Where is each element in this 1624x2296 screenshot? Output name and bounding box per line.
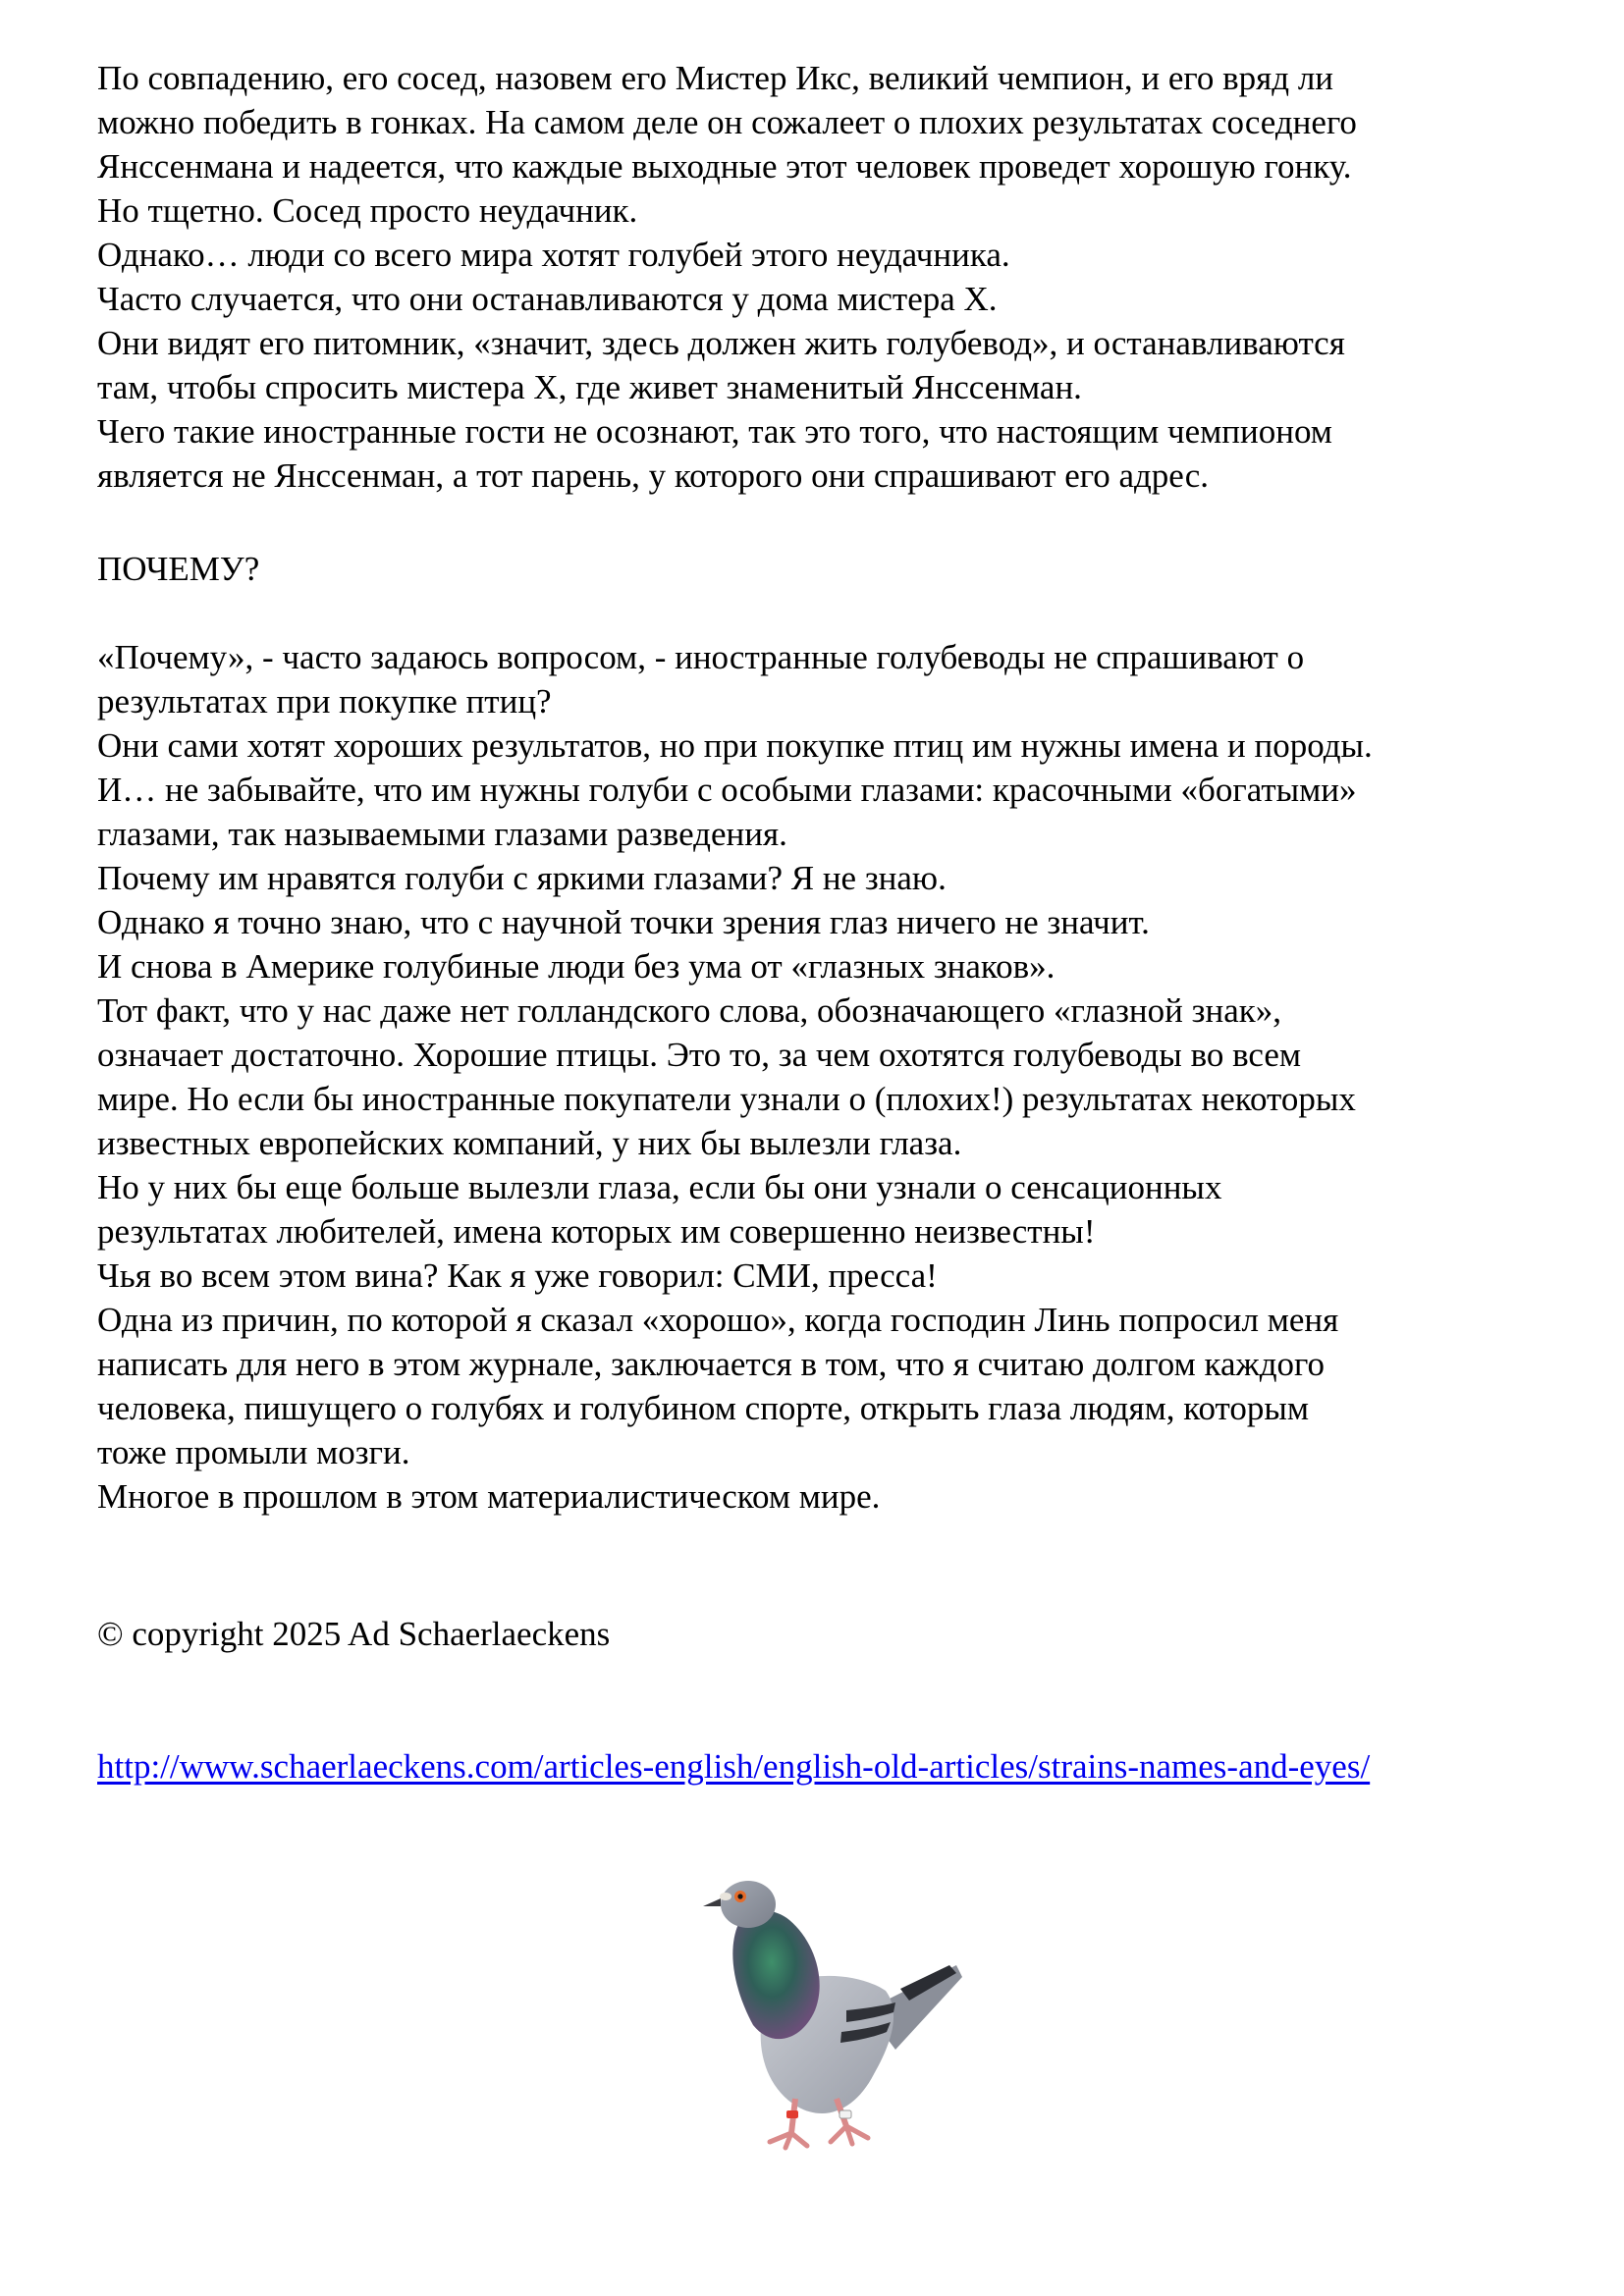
text-line: Они сами хотят хороших результатов, но при покупке птиц им нужны имена и породы. <box>97 726 1373 765</box>
text-line: Почему им нравятся голуби с яркими глазами? Я не знаю. <box>97 859 947 897</box>
text-line: Многое в прошлом в этом материалистическом мире. <box>97 1477 881 1516</box>
text-line: Однако я точно знаю, что с научной точки зрения глаз ничего не значит. <box>97 903 1150 941</box>
text-line: там, чтобы спросить мистера X, где живет знаменитый Янссенман. <box>97 368 1082 406</box>
copyright-block <box>97 1612 1570 1656</box>
text-line: Тот факт, что у нас даже нет голландского слова, обозначающего «глазной знак», <box>97 991 1281 1030</box>
source-link-block <box>97 1744 1570 1789</box>
source-link[interactable]: http://www.schaerlaeckens.com/articles-english/english-old-articles/strains-names-and-eyes/ <box>97 1747 1371 1786</box>
paragraph-2 <box>97 635 1570 1519</box>
text-line: Они видят его питомник, «значит, здесь должен жить голубевод», и останавливаются <box>97 324 1345 362</box>
section-heading: ПОЧЕМУ? <box>97 550 260 588</box>
text-line: Но тщетно. Сосед просто неудачник. <box>97 191 638 230</box>
text-line: тоже промыли мозги. <box>97 1433 410 1471</box>
text-line: И… не забывайте, что им нужны голуби с особыми глазами: красочными «богатыми» <box>97 771 1357 809</box>
text-line: Но у них бы еще больше вылезли глаза, если бы они узнали о сенсационных <box>97 1168 1222 1206</box>
paragraph-1 <box>97 56 1570 498</box>
text-line: И снова в Америке голубиные люди без ума от «глазных знаков». <box>97 947 1056 986</box>
text-line: является не Янссенман, а тот парень, у которого они спрашивают его адрес. <box>97 456 1209 495</box>
copyright-notice: © copyright 2025 Ad Schaerlaeckens <box>97 1615 611 1653</box>
text-line: человека, пишущего о голубях и голубином спорте, открыть глаза людям, которым <box>97 1389 1310 1427</box>
text-line: «Почему», - часто задаюсь вопросом, - иностранные голубеводы не спрашивают о <box>97 638 1305 676</box>
text-line: Одна из причин, по которой я сказал «хорошо», когда господин Линь попросил меня <box>97 1301 1339 1339</box>
text-line: глазами, так называемыми глазами разведения. <box>97 815 787 853</box>
text-line: Чья во всем этом вина? Как я уже говорил: СМИ, пресса! <box>97 1256 938 1295</box>
text-line: означает достаточно. Хорошие птицы. Это то, за чем охотятся голубеводы во всем <box>97 1036 1302 1074</box>
section-heading-block <box>97 547 1570 591</box>
text-line: результатах любителей, имена которых им совершенно неизвестны! <box>97 1212 1096 1251</box>
text-line: можно победить в гонках. На самом деле он сожалеет о плохих результатах соседнего <box>97 103 1357 141</box>
text-line: написать для него в этом журнале, заключается в том, что я считаю долгом каждого <box>97 1345 1325 1383</box>
text-line: Часто случается, что они останавливаются у дома мистера X. <box>97 280 998 318</box>
text-line: мире. Но если бы иностранные покупатели узнали о (плохих!) результатах некоторых <box>97 1080 1356 1118</box>
text-line: результатах при покупке птиц? <box>97 682 552 721</box>
pigeon-image <box>699 1863 964 2158</box>
text-line: известных европейских компаний, у них бы вылезли глаза. <box>97 1124 962 1162</box>
text-line: Янссенмана и надеется, что каждые выходные этот человек проведет хорошую гонку. <box>97 147 1352 186</box>
text-line: Чего такие иностранные гости не осознают, так это того, что настоящим чемпионом <box>97 412 1332 451</box>
text-line: По совпадению, его сосед, назовем его Мистер Икс, великий чемпион, и его вряд ли <box>97 59 1334 97</box>
text-line: Однако… люди со всего мира хотят голубей этого неудачника. <box>97 236 1010 274</box>
